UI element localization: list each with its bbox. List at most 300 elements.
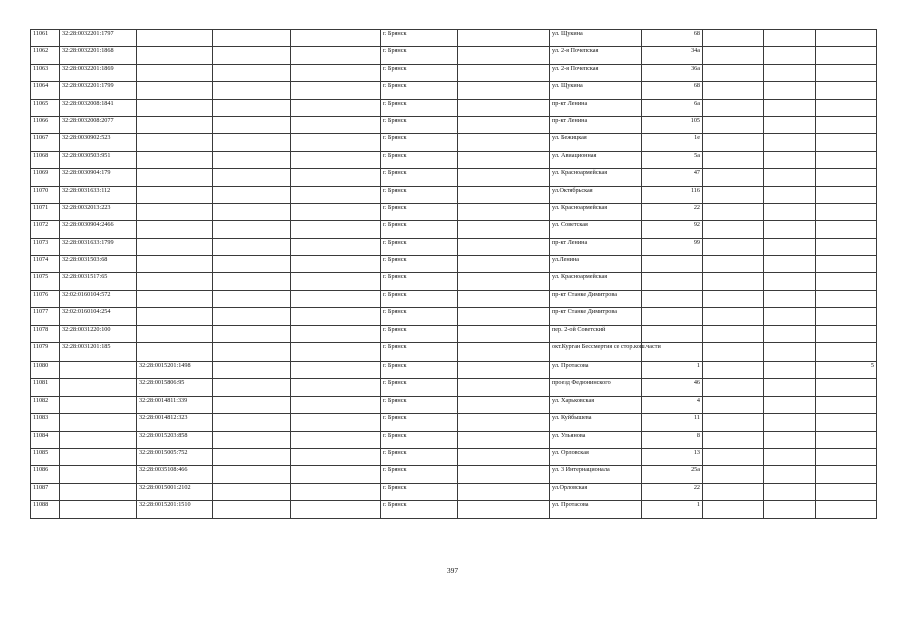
table-row [31, 362, 877, 379]
cell-empty [458, 116, 550, 133]
cell-empty [703, 82, 764, 99]
cell-cadastral-number: 32:28:0031517:65 [60, 273, 137, 290]
cell-empty [458, 379, 550, 396]
cell-city: г. Брянск [381, 82, 458, 99]
cell-value [816, 82, 877, 99]
cell-empty [458, 431, 550, 448]
cell-empty [291, 308, 381, 325]
cell-house-number: 11 [642, 414, 703, 431]
cell-cadastral-number-alt [137, 30, 213, 47]
cell-house-number: 36а [642, 64, 703, 81]
cell-city: г. Брянск [381, 308, 458, 325]
cell-city: г. Брянск [381, 414, 458, 431]
cell-value [816, 290, 877, 307]
cell-empty [458, 290, 550, 307]
cell-empty [291, 483, 381, 500]
cell-empty [703, 238, 764, 255]
cell-city: г. Брянск [381, 431, 458, 448]
cell-record-number: 11065 [31, 99, 60, 116]
table-row [31, 290, 877, 307]
cell-street: ул. Советская [550, 221, 642, 238]
cell-empty [458, 325, 550, 342]
cell-value [816, 414, 877, 431]
cell-empty [764, 414, 816, 431]
cell-empty [703, 362, 764, 379]
cell-record-number: 11083 [31, 414, 60, 431]
cell-value [816, 273, 877, 290]
cell-empty [213, 64, 291, 81]
cell-empty [703, 414, 764, 431]
cell-empty [213, 47, 291, 64]
cell-empty [703, 325, 764, 342]
cell-record-number: 11079 [31, 343, 60, 362]
cell-empty [764, 308, 816, 325]
cell-cadastral-number-alt [137, 308, 213, 325]
cell-house-number: 68 [642, 30, 703, 47]
cell-empty [458, 203, 550, 220]
cell-house-number: 116 [642, 186, 703, 203]
cell-empty [291, 169, 381, 186]
cell-cadastral-number: 32:28:0032201:1869 [60, 64, 137, 81]
cell-house-number: 105 [642, 116, 703, 133]
cell-empty [703, 466, 764, 483]
cell-house-number: 92 [642, 221, 703, 238]
cell-cadastral-number-alt: 32:28:0015201:1498 [137, 362, 213, 379]
cell-city: г. Брянск [381, 186, 458, 203]
cell-empty [764, 431, 816, 448]
table-row [31, 82, 877, 99]
registry-body [31, 30, 877, 519]
cell-record-number: 11073 [31, 238, 60, 255]
cell-empty [213, 30, 291, 47]
cell-empty [291, 151, 381, 168]
cell-value [816, 308, 877, 325]
cell-record-number: 11084 [31, 431, 60, 448]
cell-street: ул.Октябрьская [550, 186, 642, 203]
cell-record-number: 11087 [31, 483, 60, 500]
cell-empty [213, 116, 291, 133]
cell-street: ул. 2-я Почепская [550, 64, 642, 81]
cell-empty [703, 501, 764, 518]
cell-value [816, 379, 877, 396]
cell-empty [458, 64, 550, 81]
cell-cadastral-number [60, 414, 137, 431]
cell-empty [291, 116, 381, 133]
cell-record-number: 11077 [31, 308, 60, 325]
cell-cadastral-number-alt: 32:28:0015203:858 [137, 431, 213, 448]
cell-record-number: 11061 [31, 30, 60, 47]
cell-record-number: 11076 [31, 290, 60, 307]
cell-cadastral-number: 32:02:0160104:572 [60, 290, 137, 307]
cell-house-number: 13 [642, 448, 703, 465]
cell-empty [291, 290, 381, 307]
cell-cadastral-number: 32:28:0031503:68 [60, 256, 137, 273]
cell-value [816, 47, 877, 64]
cell-record-number: 11081 [31, 379, 60, 396]
cell-street: ул. Красноармейская [550, 169, 642, 186]
table-row [31, 134, 877, 151]
cell-value [816, 169, 877, 186]
cell-street: пер. 2-ой Советский [550, 325, 642, 342]
cell-empty [458, 396, 550, 413]
cell-empty [213, 414, 291, 431]
cell-empty [703, 186, 764, 203]
cell-city: г. Брянск [381, 151, 458, 168]
cell-street: проезд Федюнинского [550, 379, 642, 396]
page-number: 397 [446, 566, 459, 575]
cell-city: г. Брянск [381, 362, 458, 379]
cell-empty [213, 483, 291, 500]
cell-empty [458, 169, 550, 186]
cell-empty [764, 82, 816, 99]
cell-empty [764, 379, 816, 396]
cell-empty [703, 448, 764, 465]
cell-empty [458, 30, 550, 47]
cell-empty [703, 203, 764, 220]
cell-record-number: 11068 [31, 151, 60, 168]
cell-street: ул.Ленина [550, 256, 642, 273]
table-row [31, 151, 877, 168]
cell-record-number: 11072 [31, 221, 60, 238]
cell-city: г. Брянск [381, 256, 458, 273]
cell-empty [764, 325, 816, 342]
cell-record-number: 11080 [31, 362, 60, 379]
cell-empty [764, 362, 816, 379]
cell-record-number: 11070 [31, 186, 60, 203]
cell-city: г. Брянск [381, 64, 458, 81]
cell-empty [291, 379, 381, 396]
cell-empty [458, 238, 550, 255]
table-row [31, 116, 877, 133]
cell-city: г. Брянск [381, 325, 458, 342]
cell-empty [458, 82, 550, 99]
cell-value [816, 448, 877, 465]
cell-cadastral-number-alt [137, 169, 213, 186]
cell-empty [764, 47, 816, 64]
cell-empty [764, 203, 816, 220]
table-row [31, 186, 877, 203]
cell-empty [291, 362, 381, 379]
cell-empty [764, 116, 816, 133]
cell-empty [703, 256, 764, 273]
cell-cadastral-number [60, 362, 137, 379]
cell-city: г. Брянск [381, 203, 458, 220]
cell-cadastral-number-alt: 32:28:0015201:1510 [137, 501, 213, 518]
cell-empty [213, 501, 291, 518]
cell-street: ул. Протасова [550, 362, 642, 379]
cell-value [816, 221, 877, 238]
cell-empty [213, 238, 291, 255]
cell-empty [764, 466, 816, 483]
cell-empty [458, 221, 550, 238]
cell-empty [213, 169, 291, 186]
cell-record-number: 11088 [31, 501, 60, 518]
cell-cadastral-number-alt: 32:28:0015001:2102 [137, 483, 213, 500]
cell-empty [291, 325, 381, 342]
table-row [31, 47, 877, 64]
cell-empty [458, 256, 550, 273]
cell-value [816, 501, 877, 518]
cell-empty [764, 151, 816, 168]
cell-street: ул. 3 Интернационала [550, 466, 642, 483]
cell-empty [458, 414, 550, 431]
cell-empty [703, 343, 764, 362]
cell-street: ул. 2-я Почепская [550, 47, 642, 64]
table-row [31, 30, 877, 47]
cell-cadastral-number-alt [137, 64, 213, 81]
cell-street: окт.Курган Бессмертия се стор.кош.части [550, 343, 642, 362]
cell-value [816, 483, 877, 500]
cell-cadastral-number-alt: 32:28:0014812:323 [137, 414, 213, 431]
table-row [31, 414, 877, 431]
cell-city: г. Брянск [381, 396, 458, 413]
cell-empty [213, 448, 291, 465]
cell-empty [458, 448, 550, 465]
cell-empty [703, 379, 764, 396]
cell-record-number: 11086 [31, 466, 60, 483]
cell-street: ул. Протасова [550, 501, 642, 518]
cell-empty [213, 308, 291, 325]
cell-value [816, 256, 877, 273]
cell-city: г. Брянск [381, 273, 458, 290]
cell-cadastral-number: 32:28:0031220:100 [60, 325, 137, 342]
cell-house-number [642, 256, 703, 273]
cell-street: пр-кт Станке Димитрова [550, 290, 642, 307]
cell-empty [213, 343, 291, 362]
cell-house-number [642, 273, 703, 290]
cell-empty [213, 325, 291, 342]
cell-cadastral-number [60, 501, 137, 518]
cell-street: пр-кт Станке Димитрова [550, 308, 642, 325]
cell-city: г. Брянск [381, 343, 458, 362]
cell-cadastral-number: 32:28:0032201:1868 [60, 47, 137, 64]
cell-empty [213, 466, 291, 483]
cell-empty [291, 343, 381, 362]
table-row [31, 99, 877, 116]
cell-cadastral-number: 32:28:0031633:112 [60, 186, 137, 203]
cell-empty [213, 203, 291, 220]
cell-cadastral-number: 32:28:0032201:1797 [60, 30, 137, 47]
cell-house-number: 25а [642, 466, 703, 483]
cell-empty [703, 221, 764, 238]
cell-cadastral-number-alt [137, 186, 213, 203]
cell-empty [291, 448, 381, 465]
table-row [31, 343, 877, 362]
cell-house-number: 99 [642, 238, 703, 255]
cell-value [816, 30, 877, 47]
cell-city: г. Брянск [381, 30, 458, 47]
cell-cadastral-number-alt [137, 99, 213, 116]
cell-empty [213, 221, 291, 238]
cell-cadastral-number-alt [137, 151, 213, 168]
cell-empty [458, 308, 550, 325]
cell-cadastral-number-alt: 32:28:0014811:339 [137, 396, 213, 413]
cell-cadastral-number: 32:28:0030503:951 [60, 151, 137, 168]
cell-street: ул. Красноармейская [550, 203, 642, 220]
cell-cadastral-number-alt: 32:28:0035108:466 [137, 466, 213, 483]
cell-empty [213, 82, 291, 99]
cell-empty [764, 290, 816, 307]
cell-cadastral-number: 32:28:0032008:1841 [60, 99, 137, 116]
cell-empty [291, 203, 381, 220]
cell-cadastral-number: 32:02:0160104:254 [60, 308, 137, 325]
cell-cadastral-number [60, 379, 137, 396]
cell-empty [458, 466, 550, 483]
cell-empty [764, 186, 816, 203]
cell-empty [291, 396, 381, 413]
cell-city: г. Брянск [381, 466, 458, 483]
cell-empty [764, 64, 816, 81]
cell-house-number: 68 [642, 82, 703, 99]
cell-record-number: 11082 [31, 396, 60, 413]
cell-empty [458, 134, 550, 151]
cell-city: г. Брянск [381, 238, 458, 255]
table-row [31, 396, 877, 413]
cell-empty [213, 379, 291, 396]
cell-cadastral-number: 32:28:0030904:2466 [60, 221, 137, 238]
cell-cadastral-number-alt: 32:28:0015806:95 [137, 379, 213, 396]
table-row [31, 221, 877, 238]
cell-empty [291, 134, 381, 151]
cell-cadastral-number [60, 448, 137, 465]
cell-empty [764, 448, 816, 465]
cell-value [816, 134, 877, 151]
cell-cadastral-number-alt [137, 325, 213, 342]
cell-city: г. Брянск [381, 483, 458, 500]
cell-house-number [642, 290, 703, 307]
cell-street: ул. Бежицкая [550, 134, 642, 151]
cell-cadastral-number-alt [137, 290, 213, 307]
cell-house-number: 22 [642, 483, 703, 500]
cell-empty [213, 151, 291, 168]
cell-empty [291, 238, 381, 255]
cell-empty [458, 186, 550, 203]
table-row [31, 169, 877, 186]
cell-empty [764, 238, 816, 255]
cell-empty [703, 134, 764, 151]
cell-empty [703, 290, 764, 307]
cell-cadastral-number: 32:28:0032013:223 [60, 203, 137, 220]
table-row [31, 238, 877, 255]
cell-empty [458, 47, 550, 64]
cell-house-number: 1 [642, 362, 703, 379]
cell-street: пр-кт Ленина [550, 116, 642, 133]
table-row [31, 501, 877, 518]
cell-value [816, 396, 877, 413]
cell-empty [703, 151, 764, 168]
cell-empty [291, 466, 381, 483]
cell-street: пр-кт Ленина [550, 99, 642, 116]
cell-empty [764, 483, 816, 500]
cell-empty [291, 256, 381, 273]
cell-empty [458, 151, 550, 168]
cell-empty [291, 431, 381, 448]
cell-cadastral-number-alt [137, 116, 213, 133]
cell-value [816, 116, 877, 133]
cell-record-number: 11064 [31, 82, 60, 99]
cell-cadastral-number-alt [137, 256, 213, 273]
cell-empty [213, 99, 291, 116]
cell-empty [703, 273, 764, 290]
cell-empty [764, 343, 816, 362]
cell-cadastral-number: 32:28:0032201:1799 [60, 82, 137, 99]
cell-value [816, 431, 877, 448]
cell-cadastral-number [60, 466, 137, 483]
cell-empty [291, 186, 381, 203]
cell-house-number: 8 [642, 431, 703, 448]
cell-empty [458, 362, 550, 379]
cell-empty [213, 256, 291, 273]
cell-house-number: 34а [642, 47, 703, 64]
cell-record-number: 11075 [31, 273, 60, 290]
table-row [31, 448, 877, 465]
cell-empty [291, 82, 381, 99]
cell-cadastral-number-alt [137, 134, 213, 151]
table-row [31, 325, 877, 342]
cell-cadastral-number: 32:28:0032008:2077 [60, 116, 137, 133]
table-row [31, 64, 877, 81]
cell-city: г. Брянск [381, 221, 458, 238]
table-row [31, 203, 877, 220]
table-row [31, 431, 877, 448]
table-row [31, 483, 877, 500]
cell-value [816, 466, 877, 483]
cell-cadastral-number: 32:28:0030902:523 [60, 134, 137, 151]
cell-empty [291, 221, 381, 238]
cell-house-number [642, 308, 703, 325]
cell-cadastral-number-alt [137, 273, 213, 290]
cell-cadastral-number [60, 483, 137, 500]
cell-empty [213, 186, 291, 203]
cell-city: г. Брянск [381, 99, 458, 116]
cell-city: г. Брянск [381, 379, 458, 396]
cell-house-number [642, 325, 703, 342]
cell-cadastral-number-alt: 32:28:0015005:752 [137, 448, 213, 465]
cell-empty [703, 431, 764, 448]
cell-value [816, 203, 877, 220]
cell-cadastral-number: 32:28:0031201:185 [60, 343, 137, 362]
cell-empty [703, 99, 764, 116]
table-row [31, 273, 877, 290]
cell-value [816, 238, 877, 255]
cell-empty [291, 99, 381, 116]
cell-house-number: 4 [642, 396, 703, 413]
cell-empty [703, 47, 764, 64]
cell-cadastral-number-alt [137, 343, 213, 362]
cell-empty [291, 273, 381, 290]
cell-empty [458, 483, 550, 500]
cell-empty [291, 64, 381, 81]
cell-record-number: 11085 [31, 448, 60, 465]
cell-street: ул. Харьковская [550, 396, 642, 413]
cell-cadastral-number: 32:28:0030904:179 [60, 169, 137, 186]
cell-empty [291, 501, 381, 518]
cell-empty [213, 431, 291, 448]
cell-street: ул. Щукина [550, 30, 642, 47]
cell-empty [703, 396, 764, 413]
cell-empty [764, 30, 816, 47]
cell-empty [291, 30, 381, 47]
cell-house-number: 1 [642, 501, 703, 518]
table-row [31, 256, 877, 273]
cell-value [816, 343, 877, 362]
cell-record-number: 11066 [31, 116, 60, 133]
cell-house-number: 6а [642, 99, 703, 116]
cell-house-number: 46 [642, 379, 703, 396]
cell-record-number: 11063 [31, 64, 60, 81]
cell-empty [458, 343, 550, 362]
cell-cadastral-number: 32:28:0031633:1799 [60, 238, 137, 255]
